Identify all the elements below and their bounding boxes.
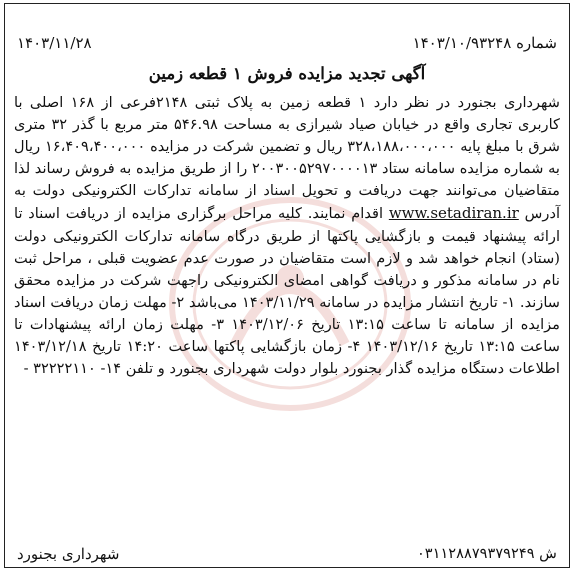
notice-number-value: ۱۴۰۳/۱۰/۹۳۲۴۸: [412, 34, 512, 52]
body-part-1: شهرداری بجنورد در نظر دارد ۱ قطعه زمین به پلاک ثبتی ۲۱۴۸فرعی از ۱۶۸ اصلی با کاربری تجاری واقع در خیابان صیاد شیرازی به مساحت ۵۴۶.۹۸ متر مربع با گذر ۳۲ متری شرق با مبلغ پایه ۳۲۸،۱۸۸،۰۰۰،۰۰۰ ریال و تضمین شرکت در مزایده ۱۶،۴۰۹،۴۰۰،۰۰۰ ریال به شماره مزایده سامانه ستاد ۲۰۰۳۰۰۵۲۹۷۰۰۰۰۱۳ را از طریق مزایده به فروش رساند لذا متقاضیان می‌توانند جهت دریافت و تحویل اسناد از سامانه تدارکات الکترونیکی دولت به آدرس: [14, 94, 561, 223]
notice-footer: [17, 545, 557, 563]
header-line: [17, 34, 557, 52]
notice-number-label: شماره: [516, 34, 557, 52]
footer-code: ش ۰۳۱۱۲۸۸۷۹۳۷۹۲۴۹: [416, 545, 557, 562]
notice-body: [14, 92, 560, 380]
notice-frame: [4, 3, 570, 568]
notice-date: ۱۴۰۳/۱۱/۲۸: [17, 34, 92, 52]
notice-number: [413, 34, 557, 52]
notice-title: آگهی تجدید مزایده فروش ۱ قطعه زمین: [148, 64, 426, 83]
body-part-2: اقدام نمایند. کلیه مراحل برگزاری مزایده از دریافت اسناد تا ارائه پیشنهاد قیمت و بازگشایی پاکتها از طریق درگاه سامانه تدارکات الکترونیکی دولت (ستاد) انجام خواهد شد و لازم است متقاضیان در صورت عدم عضویت قبلی ، مراحل ثبت نام در سامانه مذکور و دریافت گواهی امضای الکترونیکی راجهت شرکت در مزایده محقق سازند. ۱- تاریخ انتشار مزایده در سامانه ۱۴۰۳/۱۱/۲۹ می‌باشد ۲- مهلت زمان دریافت اسناد مزایده از سامانه تا ساعت ۱۳:۱۵ تاریخ ۱۴۰۳/۱۲/۰۶ ۳- مهلت زمان ارائه پیشنهادات تا ساعت ۱۳:۱۵ تاریخ ۱۴۰۳/۱۲/۱۶ ۴- زمان بازگشایی پاکتها ساعت ۱۴:۲۰ تاریخ ۱۴۰۳/۱۲/۱۸ اطلاعات دستگاه مزایده گذار بجنورد بلوار دولت شهرداری بجنورد و تلفن ۱۴- ۳۲۲۲۲۱۱۰ -: [14, 205, 561, 378]
signature: شهرداری بجنورد: [17, 545, 120, 563]
setadiran-link[interactable]: www.setadiran.ir: [388, 204, 519, 223]
